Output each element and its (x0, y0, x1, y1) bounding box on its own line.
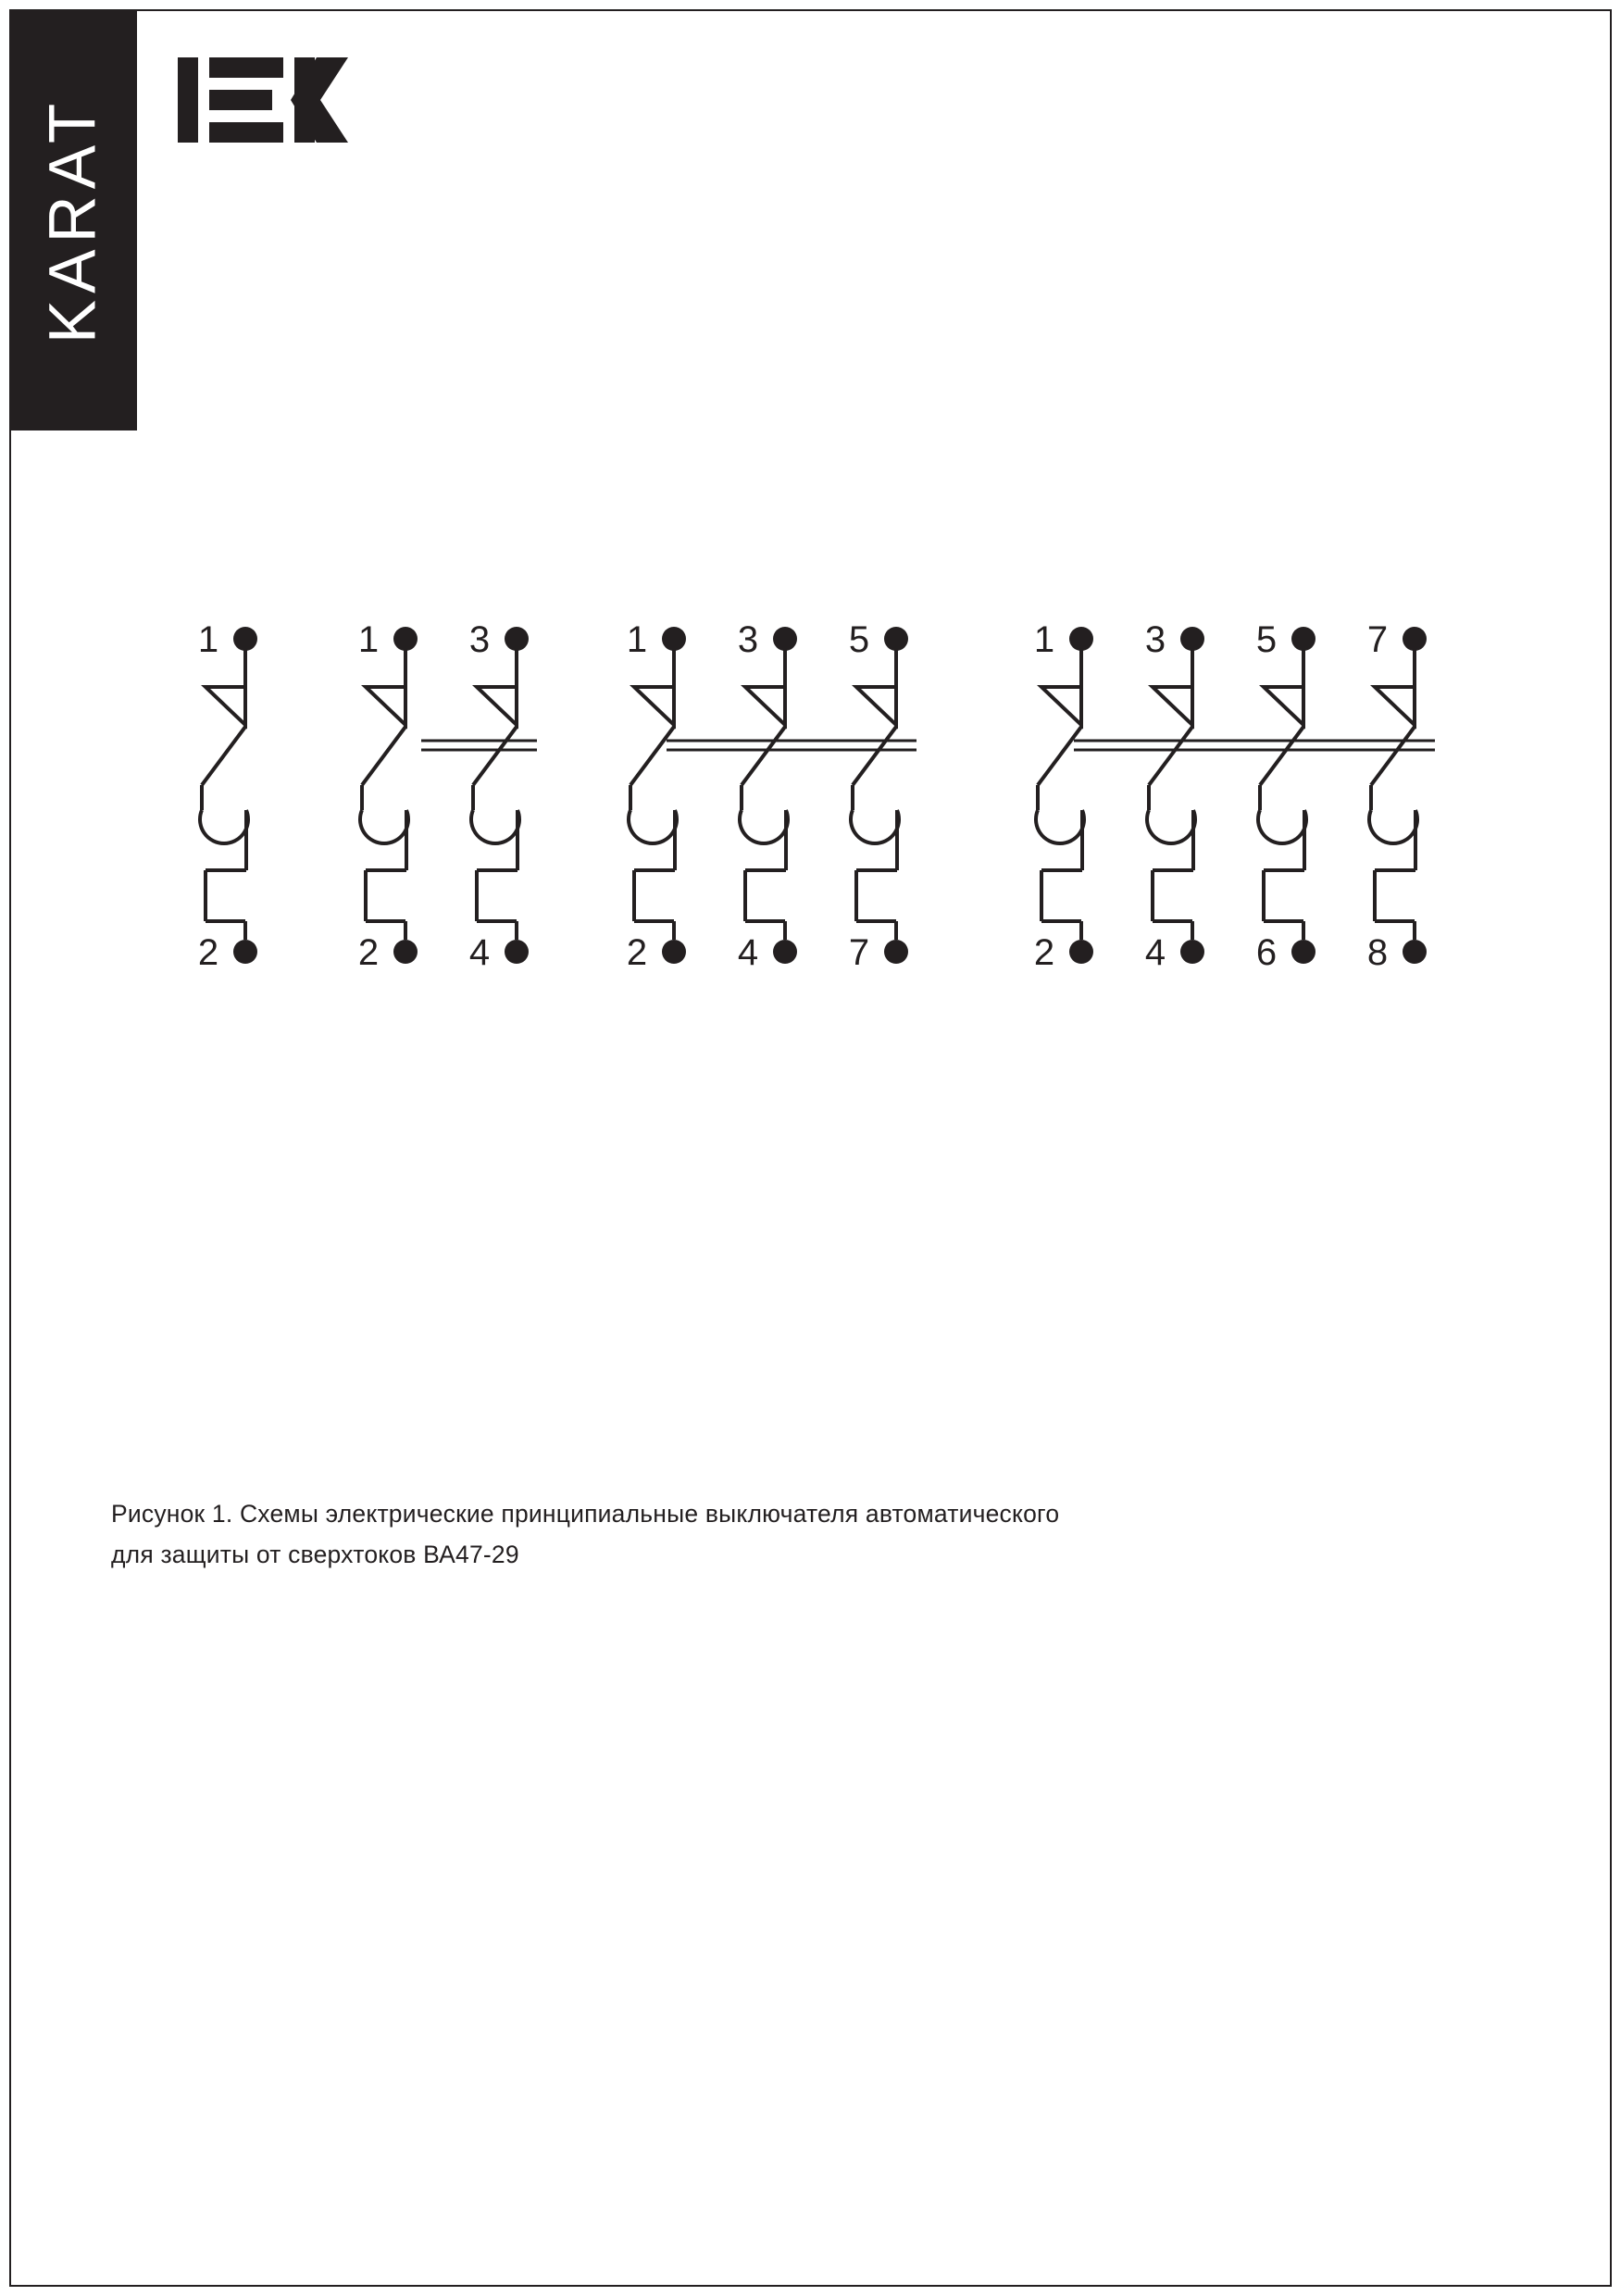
terminal-label-bottom: 2 (357, 932, 380, 973)
figure-caption-line-2: для защиты от сверхтоков ВА47-29 (111, 1541, 519, 1568)
terminal-label-bottom: 8 (1366, 932, 1389, 973)
breaker-schematics (0, 574, 1621, 1222)
terminal-label-top: 1 (1033, 619, 1055, 660)
terminal-label-bottom: 2 (1033, 932, 1055, 973)
figure-caption (111, 1493, 1315, 1575)
terminal-label-top: 1 (357, 619, 380, 660)
iek-logo (178, 57, 363, 159)
terminal-label-bottom: 7 (848, 932, 870, 973)
terminal-label-bottom: 4 (468, 932, 491, 973)
terminal-label-top: 1 (626, 619, 648, 660)
figure-caption-line-1: Рисунок 1. Схемы электрические принципиальные выключателя автоматического (111, 1500, 1060, 1528)
terminal-label-top: 7 (1366, 619, 1389, 660)
brand-tab-label: KARAT (36, 96, 110, 343)
terminal-label-bottom: 6 (1255, 932, 1278, 973)
brand-tab (9, 9, 137, 430)
terminal-label-bottom: 4 (1144, 932, 1166, 973)
terminal-label-top: 3 (468, 619, 491, 660)
terminal-label-bottom: 2 (626, 932, 648, 973)
terminal-label-top: 3 (1144, 619, 1166, 660)
terminal-label-top: 5 (848, 619, 870, 660)
terminal-label-bottom: 2 (197, 932, 219, 973)
terminal-label-top: 3 (737, 619, 759, 660)
terminal-label-top: 5 (1255, 619, 1278, 660)
terminal-label-bottom: 4 (737, 932, 759, 973)
terminal-label-top: 1 (197, 619, 219, 660)
